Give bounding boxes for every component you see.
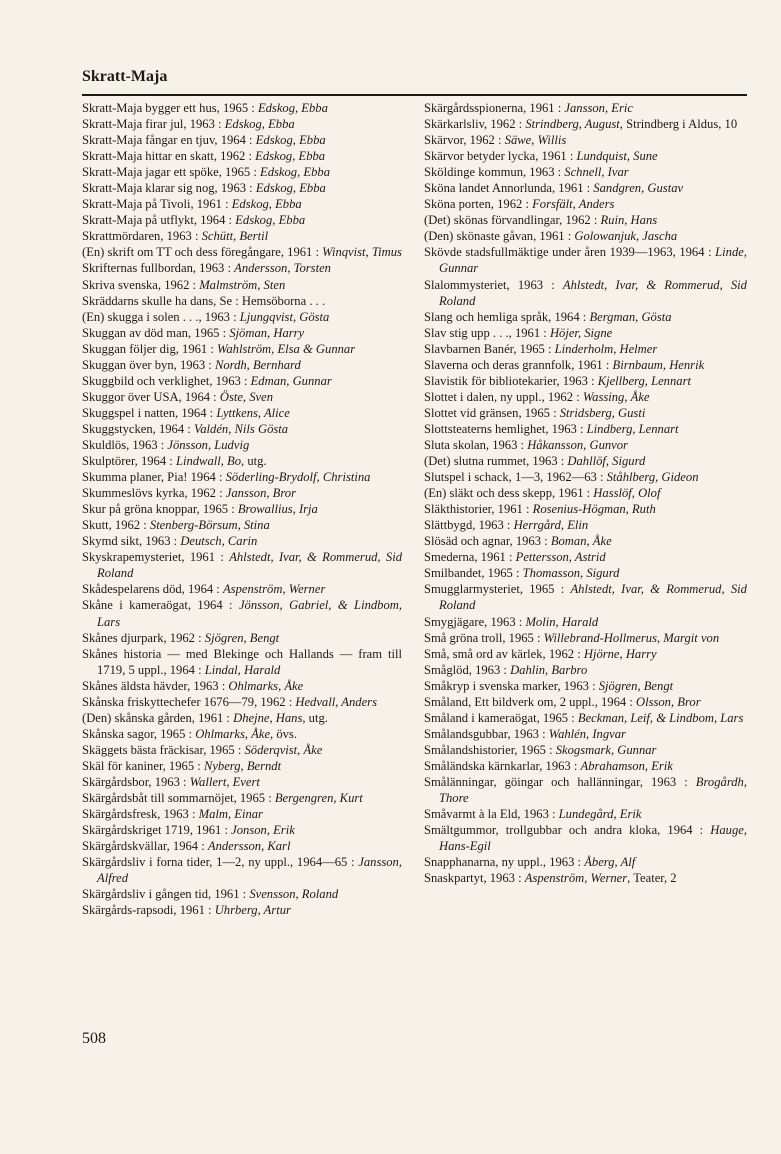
index-entry xyxy=(424,164,747,180)
entry-suffix: , utg. xyxy=(241,454,267,469)
entry-author: Schütt, Bertil xyxy=(201,229,269,244)
index-entry xyxy=(424,822,747,854)
entry-author: Molin, Harald xyxy=(525,614,599,629)
entry-author: Ståhlberg, Gideon xyxy=(606,470,699,485)
entry-author: Andersson, Karl xyxy=(207,839,291,854)
index-entry xyxy=(424,341,747,357)
entry-title: Smilbandet, 1965 : xyxy=(424,566,523,581)
index-entry xyxy=(424,614,747,630)
entry-author: Nordh, Bernhard xyxy=(214,357,301,372)
entry-title: Skuggan av död man, 1965 : xyxy=(82,325,230,340)
index-entry xyxy=(424,517,747,533)
entry-title: Skäggets bästa fräckisar, 1965 : xyxy=(82,742,245,757)
entry-author: Ohlmarks, Åke xyxy=(228,678,304,693)
entry-author: Abrahamson, Erik xyxy=(580,758,673,773)
index-entry xyxy=(82,132,402,148)
entry-author: Ohlmarks, Åke xyxy=(195,726,271,741)
entry-title: Skäl för kaniner, 1965 : xyxy=(82,758,204,773)
entry-title: Smältgummor, trollgubbar och andra kloka, 1964 : xyxy=(424,823,711,838)
entry-author: Edskog, Ebba xyxy=(235,213,306,228)
index-entry xyxy=(82,277,402,293)
index-entry xyxy=(424,549,747,565)
entry-suffix: , övs. xyxy=(270,726,297,741)
entry-title: Smederna, 1961 : xyxy=(424,550,516,565)
index-entry xyxy=(82,469,402,485)
entry-title: Skuggan över byn, 1963 : xyxy=(82,357,215,372)
index-entry xyxy=(424,581,747,613)
entry-title: Skärgårdsliv i gången tid, 1961 : xyxy=(82,887,250,902)
entry-author: Wassing, Åke xyxy=(582,389,650,404)
entry-title: Skräddarns skulle ha dans, Se : Hemsöborna . . . xyxy=(82,293,326,308)
entry-author: Stenberg-Börsum, Stina xyxy=(149,518,270,533)
entry-title: Skyskrapemysteriet, 1961 : xyxy=(82,550,230,565)
index-entry xyxy=(424,469,747,485)
index-entry xyxy=(82,421,402,437)
entry-title: (Den) skånska gården, 1961 : xyxy=(82,710,234,725)
entry-title: Skratt-Maja firar jul, 1963 : xyxy=(82,117,225,132)
entry-title: (En) skugga i solen . . ., 1963 : xyxy=(82,309,240,324)
index-entry xyxy=(424,244,747,276)
index-entry xyxy=(82,293,402,309)
entry-title: Skratt-Maja på Tivoli, 1961 : xyxy=(82,197,232,212)
index-entry xyxy=(82,228,402,244)
index-entry xyxy=(82,485,402,501)
entry-author: Hjörne, Harry xyxy=(583,646,657,661)
entry-author: Brogårdh, Thore xyxy=(439,774,747,806)
entry-title: Slutspel i schack, 1—3, 1962—63 : xyxy=(424,470,607,485)
entry-author: Dahllöf, Sigurd xyxy=(567,454,646,469)
entry-author: Herrgård, Elin xyxy=(513,518,589,533)
entry-title: Skur på gröna knoppar, 1965 : xyxy=(82,502,238,517)
index-entry xyxy=(424,212,747,228)
entry-title: Skärgårdskvällar, 1964 : xyxy=(82,839,208,854)
index-entry xyxy=(424,533,747,549)
entry-author: Öste, Sven xyxy=(219,389,273,404)
entry-author: Dhejne, Hans xyxy=(233,710,303,725)
entry-author: Forsfält, Anders xyxy=(532,197,615,212)
entry-author: Olsson, Bror xyxy=(635,694,701,709)
index-entry xyxy=(82,517,402,533)
entry-title: Skärgårdskriget 1719, 1961 : xyxy=(82,823,232,838)
entry-author: Rosenius-Högman, Ruth xyxy=(532,502,656,517)
entry-title: Skånska friskyttechefer 1676—79, 1962 : xyxy=(82,694,296,709)
index-entry xyxy=(82,902,402,918)
entry-title: Slav stig upp . . ., 1961 : xyxy=(424,325,550,340)
page-number: 508 xyxy=(82,1030,106,1047)
entry-title: Småkryp i svenska marker, 1963 : xyxy=(424,678,599,693)
right-column xyxy=(424,100,747,886)
entry-title: Skymd sikt, 1963 : xyxy=(82,534,181,549)
entry-author: Pettersson, Astrid xyxy=(515,550,606,565)
index-entry xyxy=(82,597,402,629)
entry-title: (Det) skönas förvandlingar, 1962 : xyxy=(424,213,601,228)
entry-author: Malm, Einar xyxy=(198,807,263,822)
entry-author: Linde, Gunnar xyxy=(439,245,747,276)
index-entry xyxy=(82,325,402,341)
entry-title: Småland, Ett bildverk om, 2 uppl., 1964 : xyxy=(424,694,636,709)
entry-title: Skratt-Maja bygger ett hus, 1965 : xyxy=(82,101,258,115)
index-entry xyxy=(82,533,402,549)
index-entry xyxy=(82,116,402,132)
entry-title: Sluta skolan, 1963 : xyxy=(424,437,528,452)
index-entry xyxy=(424,373,747,389)
entry-author: Sjöman, Harry xyxy=(229,325,305,340)
entry-title: Slösäd och agnar, 1963 : xyxy=(424,534,551,549)
index-entry xyxy=(424,742,747,758)
entry-title: Sköna porten, 1962 : xyxy=(424,197,533,212)
index-entry xyxy=(82,100,402,116)
entry-title: Skånes djurpark, 1962 : xyxy=(82,630,205,645)
index-entry xyxy=(82,212,402,228)
entry-title: Sköna landet Annorlunda, 1961 : xyxy=(424,181,594,196)
index-entry xyxy=(82,180,402,196)
entry-author: Sjögren, Bengt xyxy=(204,630,280,645)
entry-suffix: , utg. xyxy=(302,710,328,725)
entry-author: Andersson, Torsten xyxy=(234,261,331,276)
entry-title: Skånska sagor, 1965 : xyxy=(82,726,196,741)
entry-author: Sandgren, Gustav xyxy=(593,181,684,196)
entry-title: Småländska kärnkarlar, 1963 : xyxy=(424,758,581,773)
entry-author: Ahlstedt, Ivar, & Rommerud, Sid Roland xyxy=(97,550,402,581)
index-entry xyxy=(424,228,747,244)
entry-title: Slavistik för bibliotekarier, 1963 : xyxy=(424,373,598,388)
entry-author: Bergengren, Kurt xyxy=(274,791,363,806)
index-entry xyxy=(82,581,402,597)
entry-author: Edskog, Ebba xyxy=(255,181,326,196)
entry-author: Ahlstedt, Ivar, & Rommerud, Sid Roland xyxy=(439,582,747,613)
entry-author: Lindberg, Lennart xyxy=(586,421,679,436)
index-entry xyxy=(82,822,402,838)
entry-author: Linderholm, Helmer xyxy=(554,341,658,356)
entry-title: Skådespelarens död, 1964 : xyxy=(82,582,223,597)
index-entry xyxy=(82,886,402,902)
entry-author: Stridsberg, Gusti xyxy=(559,405,646,420)
entry-author: Wallert, Evert xyxy=(189,774,260,789)
entry-author: Åberg, Alf xyxy=(584,855,636,870)
index-entry xyxy=(424,180,747,196)
index-entry xyxy=(82,726,402,742)
entry-title: Snapphanarna, ny uppl., 1963 : xyxy=(424,855,585,870)
index-entry xyxy=(82,260,402,276)
entry-title: Skånes historia — med Blekinge och Hallands — fram till 1719, 5 uppl., 1964 : xyxy=(82,646,402,677)
entry-title: Skärvor, 1962 : xyxy=(424,133,505,148)
index-entry xyxy=(82,164,402,180)
entry-author: Winqvist, Timus xyxy=(322,245,402,260)
index-entry xyxy=(82,774,402,790)
entry-author: Höjer, Signe xyxy=(549,325,613,340)
entry-author: Säwe, Willis xyxy=(504,133,567,148)
index-entry xyxy=(424,662,747,678)
entry-title: Skärgårds-rapsodi, 1961 : xyxy=(82,903,215,918)
index-entry xyxy=(424,646,747,662)
entry-title: Småland i kameraögat, 1965 : xyxy=(424,710,578,725)
entry-author: Schnell, Ivar xyxy=(564,165,629,180)
index-entry xyxy=(82,678,402,694)
entry-title: Slaverna och deras grannfolk, 1961 : xyxy=(424,357,613,372)
index-entry xyxy=(82,244,402,260)
entry-title: Skuggbild och verklighet, 1963 : xyxy=(82,373,251,388)
entry-title: Skrattmördaren, 1963 : xyxy=(82,229,202,244)
entry-author: Hedvall, Anders xyxy=(295,694,377,709)
header-rule xyxy=(82,94,747,96)
entry-author: Aspenström, Werner xyxy=(222,582,326,597)
entry-author: Håkansson, Gunvor xyxy=(527,437,628,452)
index-entry xyxy=(82,309,402,325)
entry-author: Birnbaum, Henrik xyxy=(612,357,705,372)
entry-suffix: , Strindberg i Aldus, 10 xyxy=(619,117,738,132)
entry-author: Kjellberg, Lennart xyxy=(597,373,691,388)
index-entry xyxy=(424,357,747,373)
index-entry xyxy=(82,357,402,373)
entry-title: Småglöd, 1963 : xyxy=(424,662,511,677)
entry-title: Smålandshistorier, 1965 : xyxy=(424,742,556,757)
index-entry xyxy=(82,453,402,469)
entry-author: Strindberg, August xyxy=(525,117,620,132)
entry-title: Skratt-Maja hittar en skatt, 1962 : xyxy=(82,149,256,164)
entry-title: Skratt-Maja på utflykt, 1964 : xyxy=(82,213,236,228)
entry-title: Skriva svenska, 1962 : xyxy=(82,277,200,292)
entry-title: Skövde stadsfullmäktige under åren 1939—1963, 1964 : xyxy=(424,245,716,260)
index-entry xyxy=(82,838,402,854)
entry-title: (Det) slutna rummet, 1963 : xyxy=(424,454,568,469)
index-entry xyxy=(424,453,747,469)
index-entry xyxy=(424,630,747,646)
index-entry xyxy=(424,389,747,405)
entry-title: Släkthistorier, 1961 : xyxy=(424,502,533,517)
index-entry xyxy=(424,100,747,116)
entry-title: Slang och hemliga språk, 1964 : xyxy=(424,309,590,324)
entry-author: Jansson, Eric xyxy=(564,101,633,115)
index-entry xyxy=(424,565,747,581)
entry-author: Ahlstedt, Ivar, & Rommerud, Sid Roland xyxy=(439,277,747,308)
index-entry xyxy=(424,325,747,341)
entry-title: (En) släkt och dess skepp, 1961 : xyxy=(424,486,594,501)
entry-author: Jansson, Bror xyxy=(225,486,296,501)
entry-title: Smugglarmysteriet, 1965 : xyxy=(424,582,571,597)
entry-author: Skogsmark, Gunnar xyxy=(555,742,657,757)
entry-author: Söderqvist, Åke xyxy=(244,742,323,757)
index-entry xyxy=(424,758,747,774)
index-entry xyxy=(424,132,747,148)
index-entry xyxy=(424,148,747,164)
index-entry xyxy=(82,742,402,758)
entry-author: Svensson, Roland xyxy=(249,887,339,902)
entry-author: Söderling-Brydolf, Christina xyxy=(225,470,371,485)
entry-title: Skärgårdsspionerna, 1961 : xyxy=(424,101,565,115)
entry-title: Skuldlös, 1963 : xyxy=(82,437,168,452)
index-entry xyxy=(424,806,747,822)
index-entry xyxy=(82,790,402,806)
entry-title: Skrifternas fullbordan, 1963 : xyxy=(82,261,235,276)
index-entry xyxy=(82,646,402,678)
index-entry xyxy=(424,196,747,212)
entry-author: Malmström, Sten xyxy=(199,277,286,292)
entry-title: Skummeslövs kyrka, 1962 : xyxy=(82,486,226,501)
index-entry xyxy=(82,549,402,581)
index-entry xyxy=(424,309,747,325)
index-entry xyxy=(424,854,747,870)
entry-suffix: , Teater, 2 xyxy=(627,871,677,886)
entry-title: Slavbarnen Banér, 1965 : xyxy=(424,341,555,356)
entry-title: Smygjägare, 1963 : xyxy=(424,614,526,629)
entry-author: Wahlström, Elsa & Gunnar xyxy=(217,341,356,356)
entry-title: Små gröna troll, 1965 : xyxy=(424,630,544,645)
entry-author: Lyttkens, Alice xyxy=(216,405,290,420)
entry-author: Jönsson, Gabriel, & Lindbom, Lars xyxy=(97,598,402,629)
running-head-title: Skratt-Maja xyxy=(82,68,168,85)
index-entry xyxy=(82,630,402,646)
entry-author: Lundquist, Sune xyxy=(576,149,658,164)
entry-author: Hauge, Hans-Egil xyxy=(439,823,747,854)
entry-author: Browallius, Irja xyxy=(237,502,318,517)
entry-author: Aspenström, Werner xyxy=(524,871,628,886)
entry-title: Skutt, 1962 : xyxy=(82,518,150,533)
index-entry xyxy=(424,277,747,309)
entry-title: Slottsteaterns hemlighet, 1963 : xyxy=(424,421,587,436)
entry-author: Edskog, Ebba xyxy=(255,133,326,148)
entry-title: Skulptörer, 1964 : xyxy=(82,454,176,469)
entry-author: Edskog, Ebba xyxy=(224,117,295,132)
entry-author: Thomasson, Sigurd xyxy=(522,566,620,581)
entry-title: Slottet vid gränsen, 1965 : xyxy=(424,405,560,420)
entry-author: Uhrberg, Artur xyxy=(214,903,291,918)
entry-author: Beckman, Leif, & Lindbom, Lars xyxy=(577,710,744,725)
index-entry xyxy=(424,421,747,437)
entry-author: Ruin, Hans xyxy=(600,213,658,228)
index-entry xyxy=(82,694,402,710)
entry-title: Skärvor betyder lycka, 1961 : xyxy=(424,149,577,164)
index-entry xyxy=(82,806,402,822)
running-head xyxy=(82,66,747,88)
index-entry xyxy=(424,694,747,710)
entry-title: Skåne i kameraögat, 1964 : xyxy=(82,598,239,613)
index-entry xyxy=(82,758,402,774)
index-entry xyxy=(82,405,402,421)
entry-title: Småvarmt à la Eld, 1963 : xyxy=(424,807,559,822)
index-entry xyxy=(424,726,747,742)
entry-title: Skånes äldsta hävder, 1963 : xyxy=(82,678,229,693)
entry-author: Edskog, Ebba xyxy=(255,149,326,164)
index-entry xyxy=(82,389,402,405)
index-entry xyxy=(424,437,747,453)
index-entry xyxy=(424,774,747,806)
entry-author: Lindal, Harald xyxy=(204,662,281,677)
entry-author: Sjögren, Bengt xyxy=(598,678,674,693)
entry-title: Skärgårdsfresk, 1963 : xyxy=(82,807,199,822)
index-entry xyxy=(82,437,402,453)
entry-author: Jansson, Alfred xyxy=(97,855,402,886)
entry-author: Lindwall, Bo xyxy=(175,454,242,469)
entry-title: Sköldinge kommun, 1963 : xyxy=(424,165,565,180)
left-column xyxy=(82,100,402,918)
entry-title: Skärgårdsbåt till sommarnöjet, 1965 : xyxy=(82,791,275,806)
entry-title: Smålänningar, göingar och hallänningar, 1963 : xyxy=(424,774,696,789)
index-entry xyxy=(424,485,747,501)
entry-title: Skuggan följer dig, 1961 : xyxy=(82,341,218,356)
entry-title: Skuggor över USA, 1964 : xyxy=(82,389,220,404)
entry-title: Skärgårdsbor, 1963 : xyxy=(82,774,190,789)
entry-title: Små, små ord av kärlek, 1962 : xyxy=(424,646,584,661)
entry-author: Willebrand-Hollmerus, Margit von xyxy=(543,630,720,645)
index-entry xyxy=(82,196,402,212)
entry-author: Edman, Gunnar xyxy=(250,373,332,388)
entry-author: Lundegård, Erik xyxy=(558,807,642,822)
entry-title: (Den) skönaste gåvan, 1961 : xyxy=(424,229,575,244)
entry-title: Slalommysteriet, 1963 : xyxy=(424,277,563,292)
index-entry xyxy=(424,710,747,726)
entry-author: Jönsson, Ludvig xyxy=(167,437,250,452)
entry-title: Smålandsgubbar, 1963 : xyxy=(424,726,549,741)
index-entry xyxy=(82,373,402,389)
entry-title: Skratt-Maja jagar ett spöke, 1965 : xyxy=(82,165,261,180)
entry-title: Skumma planer, Pia! 1964 : xyxy=(82,470,226,485)
entry-author: Boman, Åke xyxy=(550,534,612,549)
entry-author: Valdén, Nils Gösta xyxy=(193,421,289,436)
index-entry xyxy=(82,341,402,357)
entry-author: Hasslöf, Olof xyxy=(593,486,661,501)
index-entry xyxy=(424,116,747,132)
index-entry xyxy=(82,148,402,164)
index-entry xyxy=(82,501,402,517)
entry-author: Edskog, Ebba xyxy=(257,101,328,115)
entry-author: Dahlin, Barbro xyxy=(510,662,588,677)
entry-title: (En) skrift om TT och dess föregångare, 1961 : xyxy=(82,245,323,260)
entry-title: Skratt-Maja klarar sig nog, 1963 : xyxy=(82,181,256,196)
entry-author: Edskog, Ebba xyxy=(260,165,330,180)
entry-title: Skärgårdsliv i forna tider, 1—2, ny uppl., 1964—65 : xyxy=(82,855,359,870)
index-entry xyxy=(424,501,747,517)
entry-title: Skratt-Maja fångar en tjuv, 1964 : xyxy=(82,133,256,148)
index-entry xyxy=(424,405,747,421)
entry-title: Skuggstycken, 1964 : xyxy=(82,421,194,436)
index-entry xyxy=(424,870,747,886)
entry-author: Deutsch, Carin xyxy=(180,534,258,549)
entry-author: Nyberg, Berndt xyxy=(203,758,282,773)
entry-title: Skärkarlsliv, 1962 : xyxy=(424,117,526,132)
entry-author: Bergman, Gösta xyxy=(589,309,672,324)
entry-author: Ljungqvist, Gösta xyxy=(239,309,330,324)
index-entry xyxy=(82,854,402,886)
entry-title: Skuggspel i natten, 1964 : xyxy=(82,405,217,420)
entry-author: Wahlén, Ingvar xyxy=(548,726,626,741)
entry-title: Slättbygd, 1963 : xyxy=(424,518,514,533)
index-entry xyxy=(82,710,402,726)
entry-author: Jonson, Erik xyxy=(231,823,295,838)
entry-author: Edskog, Ebba xyxy=(231,197,302,212)
entry-title: Slottet i dalen, ny uppl., 1962 : xyxy=(424,389,583,404)
entry-title: Snaskpartyt, 1963 : xyxy=(424,871,525,886)
entry-author: Golowanjuk, Jascha xyxy=(574,229,678,244)
index-entry xyxy=(424,678,747,694)
